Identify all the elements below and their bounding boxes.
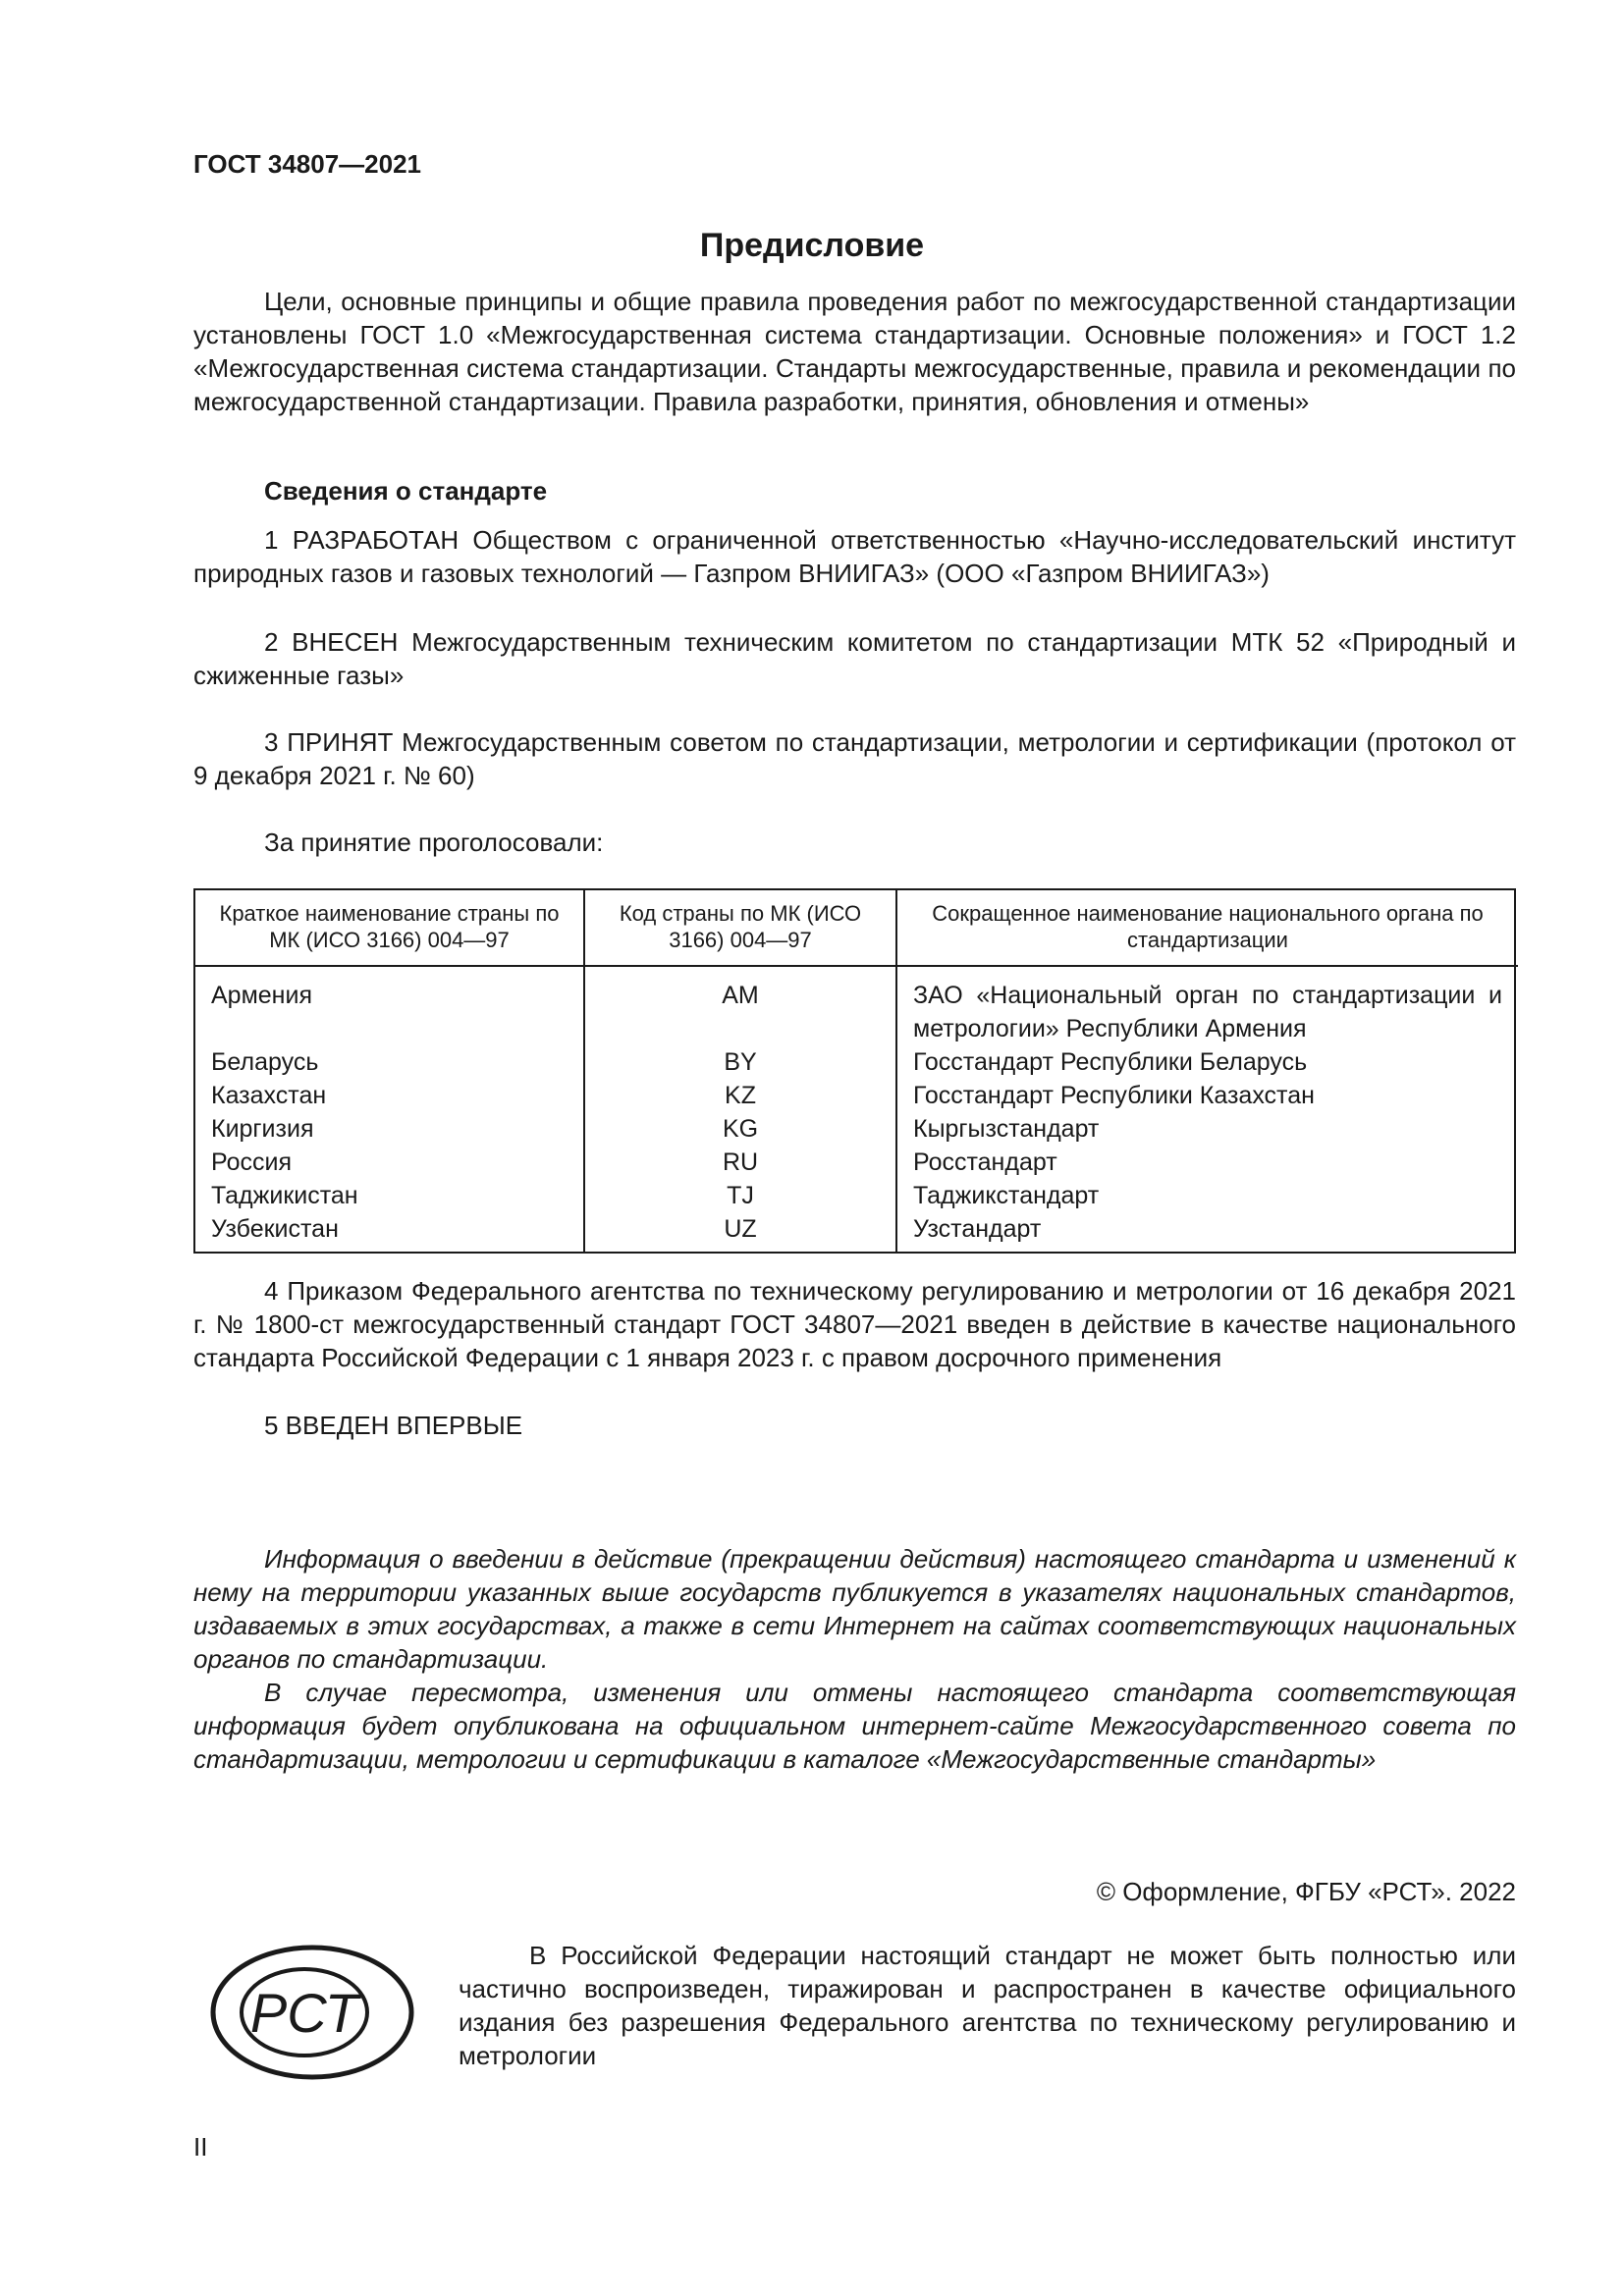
country-cell: Таджикистан — [211, 1182, 358, 1209]
item-adopted: 3 ПРИНЯТ Межгосударственным советом по стандартизации, метрологии и сертификации (протокол от 9 декабря 2021 г. № 60) — [193, 727, 1516, 790]
copyright-notice: В Российской Федерации настоящий стандарт не может быть полностью или частично воспроизведен, тиражирован и распространен в качестве официального издания без разрешения Федерального агентства по техническому регулированию и метрологии — [459, 1941, 1516, 2070]
voted-label: За принятие проголосовали: — [264, 828, 604, 857]
item-developed: 1 РАЗРАБОТАН Обществом с ограниченной ответственностью «Научно-исследовательский институт природных газов и газовых технологий — Газпром ВНИИГАЗ» (ООО «Газпром ВНИИГАЗ») — [193, 525, 1516, 588]
table-header-row — [195, 890, 1518, 966]
table-row — [195, 966, 1518, 1045]
code-cell: KZ — [584, 1079, 896, 1112]
organization-cell: Кыргызстандарт — [896, 1112, 1518, 1146]
header-country: Краткое наименование страны по МК (ИСО 3166) 004—97 — [195, 890, 584, 966]
code-cell: BY — [584, 1045, 896, 1079]
code-cell: AM — [584, 966, 896, 1045]
organization-cell: Госстандарт Республики Казахстан — [896, 1079, 1518, 1112]
country-cell: Армения — [211, 982, 312, 1009]
item-first: 5 ВВЕДЕН ВПЕРВЫЕ — [264, 1411, 523, 1440]
organization-cell: Госстандарт Республики Беларусь — [896, 1045, 1518, 1079]
item-introduced: 2 ВНЕСЕН Межгосударственным техническим комитетом по стандартизации МТК 52 «Природный и сжиженные газы» — [193, 627, 1516, 690]
table-row — [195, 1045, 1518, 1079]
country-cell: Узбекистан — [211, 1215, 339, 1243]
code-cell: RU — [584, 1146, 896, 1179]
header-code: Код страны по МК (ИСО 3166) 004—97 — [584, 890, 896, 966]
intro-paragraph: Цели, основные принципы и общие правила проведения работ по межгосударственной стандартизации установлены ГОСТ 1.0 «Межгосударственная система стандартизации. Основные положения» и ГОСТ 1.2 «Межгосударственная система стандартизации. Стандарты межгосударственные, правила и рекомендации по межгосударственной стандартизации. Правила разработки, принятия, обновления и отмены» — [193, 287, 1516, 416]
table-row — [195, 1079, 1518, 1112]
table-row — [195, 1112, 1518, 1146]
code-cell: KG — [584, 1112, 896, 1146]
table-row — [195, 1212, 1518, 1252]
country-cell: Казахстан — [211, 1082, 327, 1109]
document-code: ГОСТ 34807—2021 — [193, 149, 421, 179]
code-cell: TJ — [584, 1179, 896, 1212]
rst-logo-text: РСТ — [249, 1982, 359, 2044]
header-organization: Сокращенное наименование национального органа по стандартизации — [896, 890, 1518, 966]
info-heading: Сведения о стандарте — [264, 476, 548, 506]
country-cell: Россия — [211, 1148, 292, 1176]
italic-note-info: Информация о введении в действие (прекращении действия) настоящего стандарта и изменений к нему на территории указанных выше государств публикуется в указателях национальных стандартов, издаваемых в этих государствах, а также в сети Интернет на сайтах соответствующих национальных органов по стандартизации. — [193, 1544, 1516, 1674]
organization-cell: Узстандарт — [896, 1212, 1518, 1252]
code-cell: UZ — [584, 1212, 896, 1252]
country-cell: Беларусь — [211, 1048, 319, 1076]
page-number: II — [193, 2132, 208, 2162]
organization-cell: Таджикстандарт — [896, 1179, 1518, 1212]
rst-logo-icon — [209, 1944, 415, 2081]
table-row — [195, 1179, 1518, 1212]
page-title: Предисловие — [699, 227, 925, 264]
country-cell: Киргизия — [211, 1115, 314, 1143]
italic-note-revision: В случае пересмотра, изменения или отмены настоящего стандарта соответствующая информация будет опубликована на официальном интернет-сайте Межгосударственного совета по стандартизации, метрологии и сертификации в каталоге «Межгосударственные стандарты» — [193, 1678, 1516, 1774]
countries-table — [193, 888, 1516, 1254]
organization-cell: Росстандарт — [896, 1146, 1518, 1179]
table-row — [195, 1146, 1518, 1179]
item-order: 4 Приказом Федерального агентства по техническому регулированию и метрологии от 16 декабря 2021 г. № 1800-ст межгосударственный стандарт ГОСТ 34807—2021 введен в действие в качестве национального стандарта Российской Федерации с 1 января 2023 г. с правом досрочного применения — [193, 1276, 1516, 1372]
copyright: © Оформление, ФГБУ «РСТ». 2022 — [1096, 1877, 1516, 1906]
organization-cell: ЗАО «Национальный орган по стандартизации и метрологии» Республики Армения — [896, 966, 1518, 1045]
